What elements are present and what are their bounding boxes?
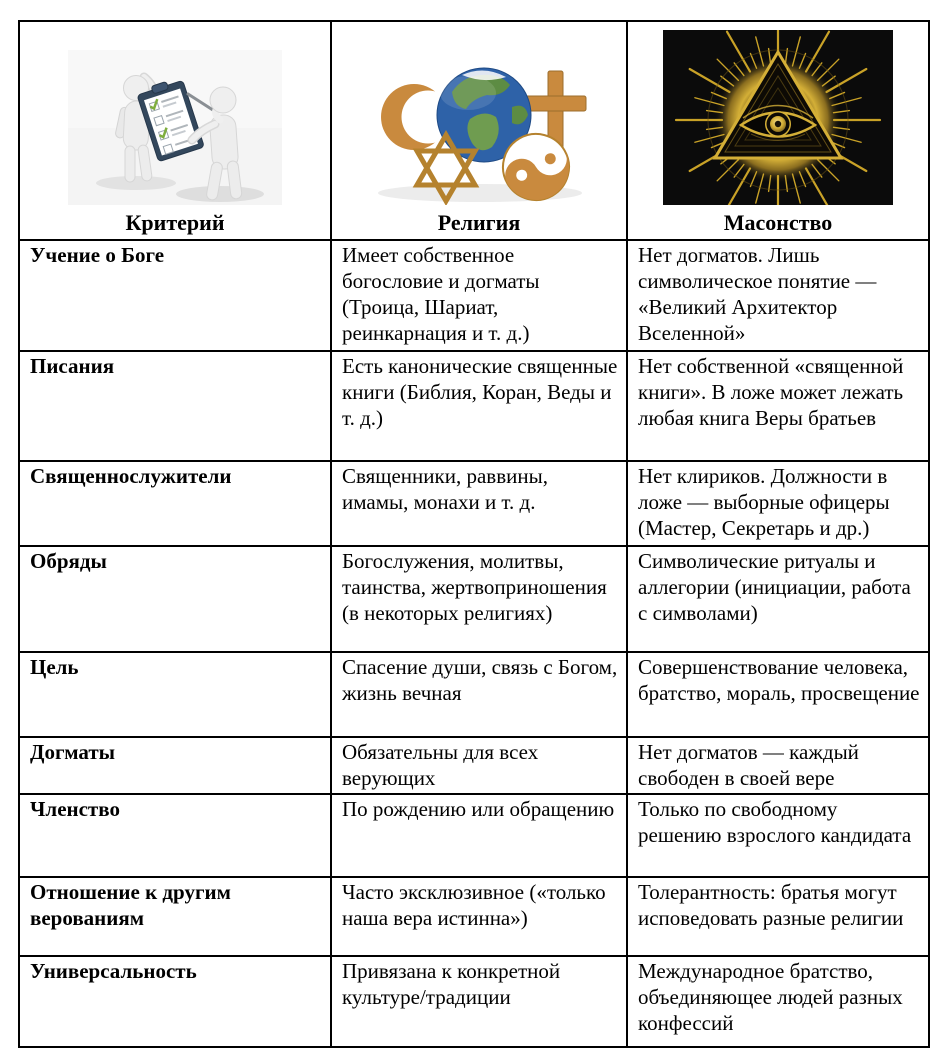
header-cell-religion	[331, 21, 627, 240]
column-title-religion: Религия	[437, 210, 521, 235]
header-cell-criterion	[19, 21, 331, 240]
world-religions-illustration	[362, 37, 597, 205]
religion-cell: Обязательны для всех верующих	[331, 737, 627, 794]
criterion-cell: Писания	[19, 351, 331, 461]
table-row	[19, 652, 929, 737]
masonry-cell: Международное братство, объединяющее людей разных конфессий	[627, 956, 929, 1047]
column-title-criterion: Критерий	[125, 210, 225, 235]
column-title-masonry: Масонство	[723, 210, 833, 235]
criterion-cell: Универсальность	[19, 956, 331, 1047]
religion-cell: Богослужения, молитвы, таинства, жертвоприношения (в некоторых религиях)	[331, 546, 627, 652]
masonry-cell: Нет клириков. Должности в ложе — выборные офицеры (Мастер, Секретарь и др.)	[627, 461, 929, 546]
religion-cell: Есть канонические священные книги (Библия, Коран, Веды и т. д.)	[331, 351, 627, 461]
table-row	[19, 737, 929, 794]
religious-symbols-image	[336, 37, 622, 205]
masonry-cell: Нет догматов — каждый свободен в своей вере	[627, 737, 929, 794]
religion-cell: Священники, раввины, имамы, монахи и т. д.	[331, 461, 627, 546]
table-row	[19, 877, 929, 956]
table-row	[19, 240, 929, 351]
masonry-cell: Символические ритуалы и аллегории (инициации, работа с символами)	[627, 546, 929, 652]
religion-cell: По рождению или обращению	[331, 794, 627, 877]
table-row	[19, 794, 929, 877]
criterion-cell: Обряды	[19, 546, 331, 652]
criterion-cell: Учение о Боге	[19, 240, 331, 351]
eye-of-providence-image	[632, 30, 924, 205]
header-row	[19, 21, 929, 240]
survey-figures-image	[24, 50, 326, 205]
masonry-cell: Нет собственной «священной книги». В ложе может лежать любая книга Веры братьев	[627, 351, 929, 461]
table-row	[19, 461, 929, 546]
masonry-cell: Только по свободному решению взрослого кандидата	[627, 794, 929, 877]
eye-of-providence-illustration	[663, 30, 893, 205]
criterion-cell: Цель	[19, 652, 331, 737]
survey-figures-illustration	[68, 50, 282, 205]
masonry-cell: Нет догматов. Лишь символическое понятие — «Великий Архитектор Вселенной»	[627, 240, 929, 351]
masonry-cell: Совершенствование человека, братство, мораль, просвещение	[627, 652, 929, 737]
criterion-cell: Священнослужители	[19, 461, 331, 546]
criterion-cell: Членство	[19, 794, 331, 877]
religion-cell: Часто эксклюзивное («только наша вера истинна»)	[331, 877, 627, 956]
criterion-cell: Отношение к другим верованиям	[19, 877, 331, 956]
masonry-cell: Толерантность: братья могут исповедовать разные религии	[627, 877, 929, 956]
religion-cell: Привязана к конкретной культуре/традиции	[331, 956, 627, 1047]
table-row	[19, 956, 929, 1047]
table-row	[19, 351, 929, 461]
header-cell-masonry	[627, 21, 929, 240]
comparison-table	[18, 20, 930, 1048]
criterion-cell: Догматы	[19, 737, 331, 794]
religion-cell: Спасение души, связь с Богом, жизнь вечная	[331, 652, 627, 737]
religion-cell: Имеет собственное богословие и догматы (Троица, Шариат, реинкарнация и т. д.)	[331, 240, 627, 351]
table-row	[19, 546, 929, 652]
